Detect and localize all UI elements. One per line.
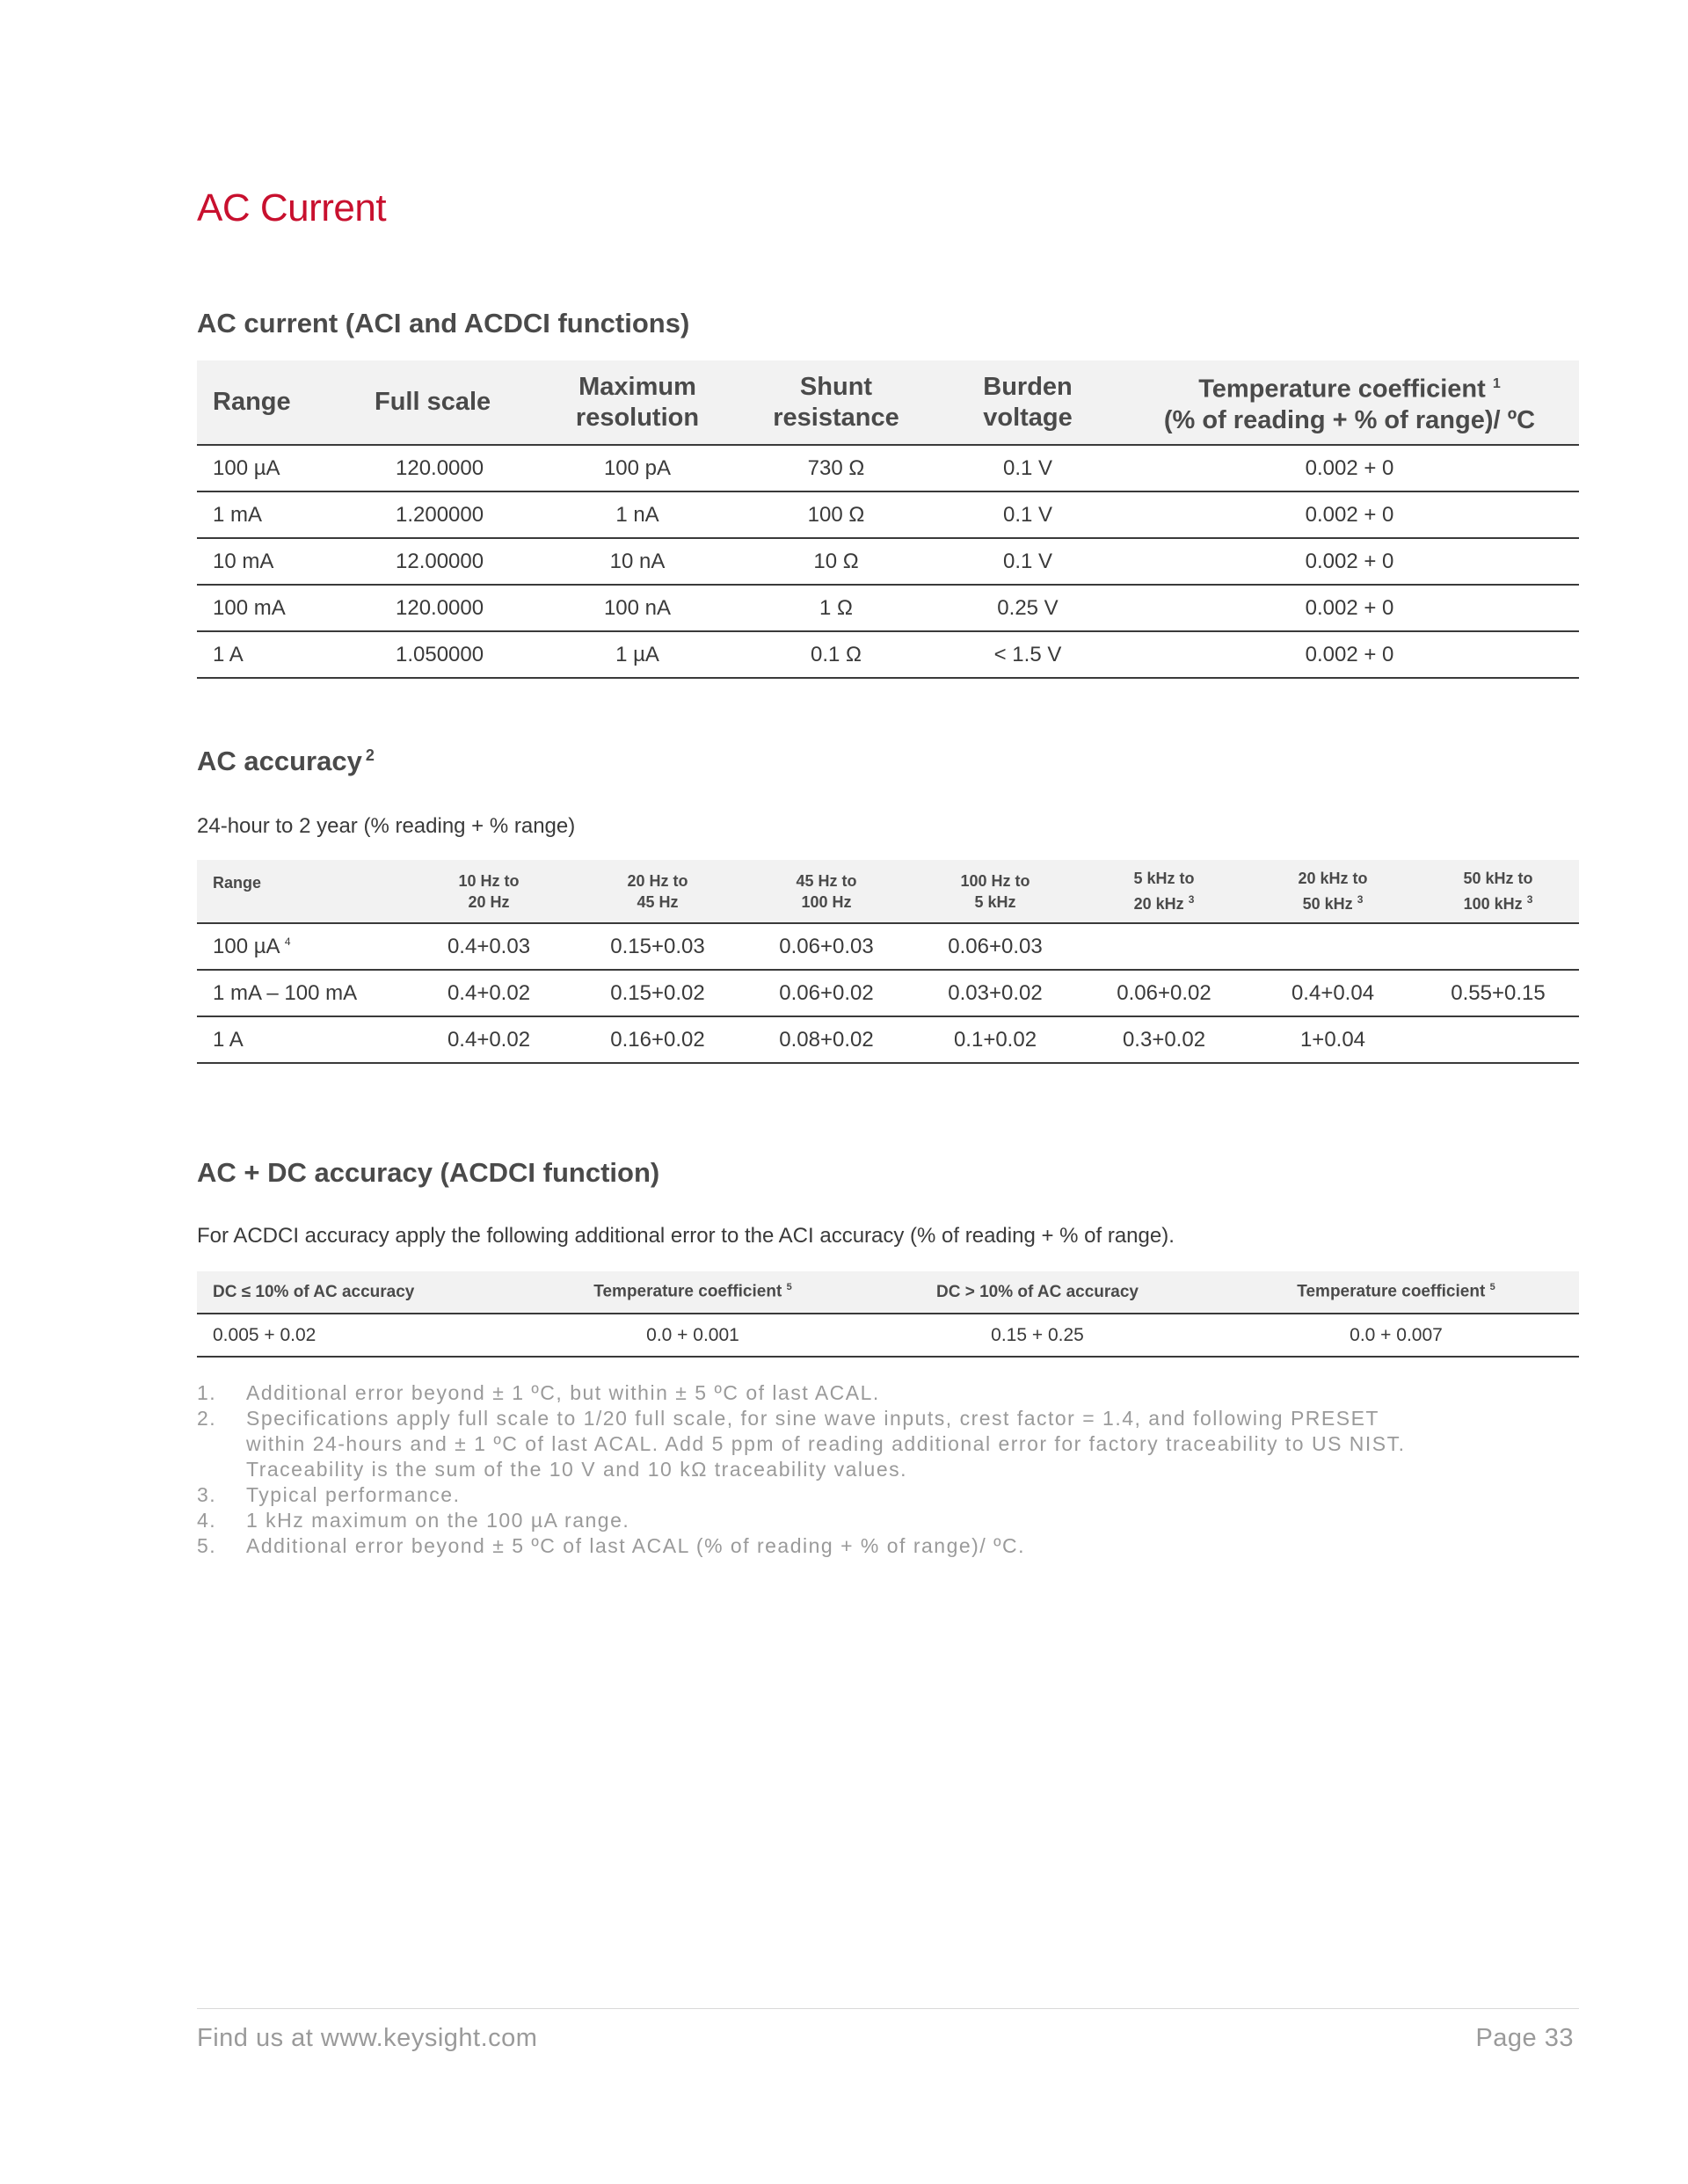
cell: 0.0 + 0.001	[524, 1314, 862, 1357]
cell: 0.005 + 0.02	[197, 1314, 524, 1357]
footnote-number: 1.	[197, 1381, 217, 1404]
header-line: Maximum	[578, 372, 696, 401]
col-header-range: Range	[197, 360, 364, 445]
section-title: AC Current	[197, 186, 387, 229]
col-header-max-resolution	[538, 360, 737, 445]
footnote-ref: 5	[1489, 1282, 1495, 1293]
footnote-ref: 1	[1492, 376, 1501, 392]
footer-link[interactable]: Find us at www.keysight.com	[197, 2024, 538, 2052]
table-row	[197, 970, 1579, 1016]
header-line: 45 Hz	[637, 892, 679, 911]
header-line: resolution	[575, 403, 700, 432]
col-header-freq	[911, 860, 1080, 923]
col-header-burden-voltage	[935, 360, 1120, 445]
header-line: (% of reading + % of range)/ ºC	[1163, 405, 1536, 434]
header-line: 50 kHz to	[1463, 870, 1533, 887]
header-line	[1120, 368, 1579, 405]
footnote-ref: 4	[284, 935, 291, 948]
footnote-ref: 3	[1188, 893, 1195, 906]
col-header-temp-coefficient	[1120, 360, 1579, 445]
header-line: 45 Hz to	[796, 871, 857, 890]
footnote-number: 4.	[197, 1509, 217, 1532]
table-row	[197, 1314, 1579, 1357]
range-text: 1 mA – 100 mA	[213, 980, 358, 1005]
cell: < 1.5 V	[935, 631, 1120, 678]
header-line: 100 Hz	[801, 892, 852, 911]
cell: 0.16+0.02	[573, 1016, 742, 1063]
table-row	[197, 585, 1579, 631]
cell: 100 Ω	[737, 491, 935, 538]
cell: 1 µA	[538, 631, 737, 678]
table2-subtitle: 24-hour to 2 year (% reading + % range)	[197, 814, 576, 838]
header-text: DC > 10% of AC accuracy	[935, 1282, 1139, 1301]
acdc-accuracy-table	[197, 1271, 1579, 1358]
cell: 0.1 V	[935, 491, 1120, 538]
footnote-ref: 3	[1526, 893, 1533, 906]
header-line	[1417, 889, 1579, 914]
cell: 0.08+0.02	[742, 1016, 911, 1063]
header-text: 20 kHz	[1133, 895, 1184, 913]
cell	[197, 970, 404, 1016]
cell: 0.1 Ω	[737, 631, 935, 678]
cell: 730 Ω	[737, 445, 935, 491]
col-header	[197, 1271, 524, 1314]
cell: 1 A	[197, 631, 364, 678]
table-header-row	[197, 360, 1579, 445]
col-header	[862, 1271, 1213, 1314]
ac-accuracy-table	[197, 860, 1579, 1064]
footnote-item	[197, 1508, 1477, 1533]
header-line: 5 kHz to	[1133, 870, 1195, 887]
cell: 0.4+0.02	[404, 1016, 573, 1063]
cell: 0.002 + 0	[1120, 585, 1579, 631]
header-line: 10 Hz to	[458, 871, 520, 890]
footnote-text: 1 kHz maximum on the 100 µA range.	[246, 1509, 630, 1532]
heading-text: AC accuracy	[197, 746, 362, 776]
header-line: Burden	[983, 372, 1073, 401]
cell: 100 µA	[197, 445, 364, 491]
table-row	[197, 1016, 1579, 1063]
col-header-freq	[1417, 860, 1579, 923]
cell	[197, 923, 404, 970]
cell: 0.06+0.02	[1080, 970, 1248, 1016]
cell: 120.0000	[364, 585, 538, 631]
cell: 0.03+0.02	[911, 970, 1080, 1016]
table1-heading: AC current (ACI and ACDCI functions)	[197, 308, 690, 339]
cell: 1 nA	[538, 491, 737, 538]
cell	[1417, 923, 1579, 970]
footnote-number: 3.	[197, 1483, 217, 1506]
range-text: 100 µA	[213, 934, 280, 958]
col-header-freq	[1248, 860, 1417, 923]
cell: 100 nA	[538, 585, 737, 631]
cell: 0.4+0.04	[1248, 970, 1417, 1016]
header-text: 100 kHz	[1463, 895, 1523, 913]
cell: 100 mA	[197, 585, 364, 631]
footer-divider	[197, 2008, 1579, 2009]
cell: 0.25 V	[935, 585, 1120, 631]
header-text: Range	[213, 874, 262, 892]
col-header-freq	[404, 860, 573, 923]
table-row	[197, 538, 1579, 585]
cell: 10 nA	[538, 538, 737, 585]
cell: 10 Ω	[737, 538, 935, 585]
table-row	[197, 491, 1579, 538]
cell: 0.002 + 0	[1120, 538, 1579, 585]
header-text: Temperature coefficient	[593, 1282, 782, 1301]
cell: 0.06+0.03	[911, 923, 1080, 970]
cell: 0.002 + 0	[1120, 445, 1579, 491]
table3-heading: AC + DC accuracy (ACDCI function)	[197, 1157, 660, 1188]
footnote-item	[197, 1406, 1415, 1482]
table-header-row	[197, 860, 1579, 923]
cell: 0.55+0.15	[1417, 970, 1579, 1016]
cell	[1080, 923, 1248, 970]
header-line	[1080, 889, 1248, 914]
range-text: 1 A	[213, 1027, 244, 1052]
cell: 0.1 V	[935, 445, 1120, 491]
col-header-freq	[1080, 860, 1248, 923]
footnote-item	[197, 1380, 1477, 1406]
cell: 1 Ω	[737, 585, 935, 631]
cell: 0.06+0.03	[742, 923, 911, 970]
table-row	[197, 445, 1579, 491]
cell: 100 pA	[538, 445, 737, 491]
header-line: voltage	[983, 403, 1073, 432]
footnote-number: 5.	[197, 1534, 217, 1557]
cell: 0.002 + 0	[1120, 491, 1579, 538]
cell: 0.4+0.02	[404, 970, 573, 1016]
footnote-number: 2.	[197, 1407, 217, 1430]
cell: 0.3+0.02	[1080, 1016, 1248, 1063]
footnote-text: Typical performance.	[246, 1483, 461, 1506]
cell: 1.200000	[364, 491, 538, 538]
col-header	[1213, 1271, 1579, 1314]
cell: 0.15 + 0.25	[862, 1314, 1213, 1357]
col-header-freq	[742, 860, 911, 923]
col-header-shunt-resistance	[737, 360, 935, 445]
header-line: 100 Hz to	[960, 871, 1030, 890]
footnote-item	[197, 1482, 1477, 1508]
cell: 0.4+0.03	[404, 923, 573, 970]
page-number: Page 33	[1475, 2024, 1574, 2052]
col-header-full-scale: Full scale	[364, 360, 538, 445]
table-row	[197, 923, 1579, 970]
col-header-range	[197, 860, 404, 923]
ac-current-table	[197, 360, 1579, 679]
header-line: resistance	[773, 403, 899, 432]
cell: 0.15+0.03	[573, 923, 742, 970]
cell: 120.0000	[364, 445, 538, 491]
cell	[197, 1016, 404, 1063]
col-header	[524, 1271, 862, 1314]
cell: 0.1 V	[935, 538, 1120, 585]
cell: 0.0 + 0.007	[1213, 1314, 1579, 1357]
cell: 0.1+0.02	[911, 1016, 1080, 1063]
cell	[1248, 923, 1417, 970]
header-line: 20 Hz	[468, 892, 510, 911]
cell	[1417, 1016, 1579, 1063]
cell: 1+0.04	[1248, 1016, 1417, 1063]
header-text: 50 kHz	[1302, 895, 1353, 913]
header-line: 20 Hz to	[627, 871, 688, 890]
header-line	[1248, 889, 1417, 914]
cell: 0.15+0.02	[573, 970, 742, 1016]
header-line: 20 kHz to	[1298, 870, 1368, 887]
cell: 12.00000	[364, 538, 538, 585]
footnote-ref: 2	[365, 746, 375, 764]
footnote-ref: 5	[786, 1282, 792, 1293]
header-line: 5 kHz	[974, 892, 1016, 911]
cell: 1 mA	[197, 491, 364, 538]
cell: 1.050000	[364, 631, 538, 678]
footnote-text: Additional error beyond ± 5 ºC of last ACAL (% of reading + % of range)/ ºC.	[246, 1534, 1025, 1557]
cell: 10 mA	[197, 538, 364, 585]
footnote-item	[197, 1533, 1477, 1559]
table2-heading	[197, 746, 375, 777]
header-text: Temperature coefficient	[1198, 375, 1486, 404]
footnote-ref: 3	[1357, 893, 1364, 906]
footnote-text: Specifications apply full scale to 1/20 full scale, for sine wave inputs, crest factor = 1.4, and following PRESET within 24-hours and ± 1 ºC of last ACAL. Add 5 ppm of reading additional error for factory traceability to US NIST. Traceability is the sum of the 10 V and 10 kΩ traceability values.	[246, 1407, 1406, 1481]
footnotes-list	[197, 1380, 1477, 1559]
header-text: Temperature coefficient	[1297, 1282, 1486, 1301]
header-line: Shunt	[799, 372, 873, 401]
table-row	[197, 631, 1579, 678]
col-header-freq	[573, 860, 742, 923]
header-text: DC ≤ 10% of AC accuracy	[213, 1282, 415, 1301]
table3-subtitle: For ACDCI accuracy apply the following additional error to the ACI accuracy (% of reading + % of range).	[197, 1224, 1175, 1248]
cell: 0.06+0.02	[742, 970, 911, 1016]
cell: 0.002 + 0	[1120, 631, 1579, 678]
footnote-text: Additional error beyond ± 1 ºC, but within ± 5 ºC of last ACAL.	[246, 1381, 880, 1404]
table-header-row	[197, 1271, 1579, 1314]
